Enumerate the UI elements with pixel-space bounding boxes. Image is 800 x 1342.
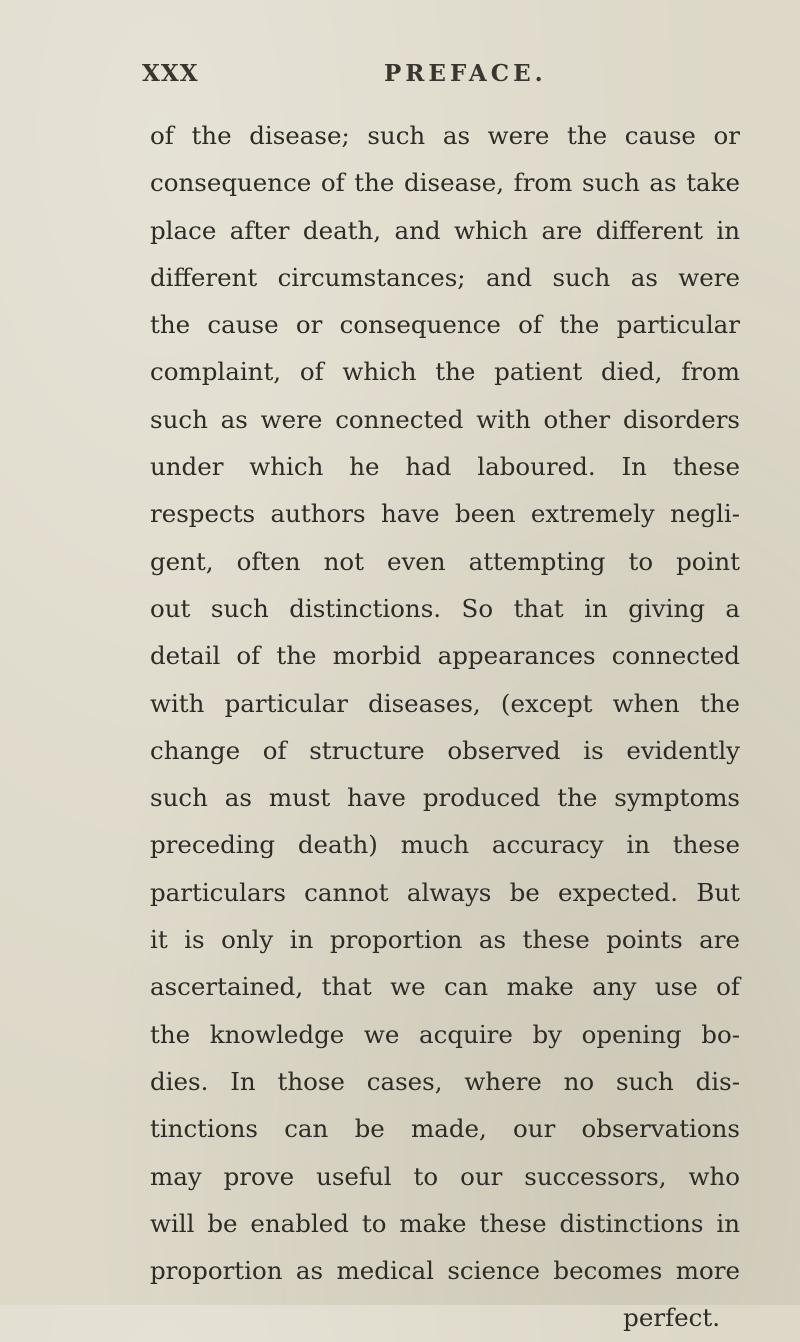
text-line: proportion as medical science becomes more [150, 1256, 740, 1286]
text-line-last: perfect. [623, 1303, 720, 1333]
text-line: it is only in proportion as these points are [150, 925, 740, 955]
text-line: of the disease; such as were the cause or [150, 121, 740, 150]
text-line: such as must have produced the symptoms [150, 783, 740, 813]
text-line: respects authors have been extremely negli- [150, 499, 740, 529]
text-line: will be enabled to make these distinctions in [150, 1208, 740, 1238]
text-line: under which he had laboured. In these [150, 452, 740, 482]
text-line: tinctions can be made, our observations [150, 1114, 740, 1144]
text-line: ascertained, that we can make any use of [150, 972, 740, 1002]
page-number: XXX [142, 60, 199, 87]
text-line: complaint, of which the patient died, from [150, 357, 740, 387]
text-line: change of structure observed is evidently [150, 735, 740, 765]
text-line: out such distinctions. So that in giving a [150, 593, 740, 623]
text-line: detail of the morbid appearances connected [150, 641, 740, 671]
running-head [142, 60, 662, 94]
text-line: particulars cannot always be expected. But [150, 877, 740, 907]
running-title: PREFACE. [384, 60, 547, 87]
text-line: such as were connected with other disorders [150, 404, 740, 434]
text-line: with particular diseases, (except when the [150, 688, 740, 718]
text-line: place after death, and which are different in [150, 215, 740, 245]
text-line: the cause or consequence of the particular [150, 310, 740, 340]
body-text [150, 112, 740, 1342]
text-line: different circumstances; and such as were [150, 262, 740, 292]
text-line: may prove useful to our successors, who [150, 1161, 740, 1191]
text-line: consequence of the disease, from such as take [150, 168, 740, 198]
text-line: dies. In those cases, where no such dis- [150, 1066, 740, 1096]
text-line: gent, often not even attempting to point [150, 546, 740, 576]
text-line: the knowledge we acquire by opening bo- [150, 1019, 740, 1049]
text-line: preceding death) much accuracy in these [150, 830, 740, 860]
